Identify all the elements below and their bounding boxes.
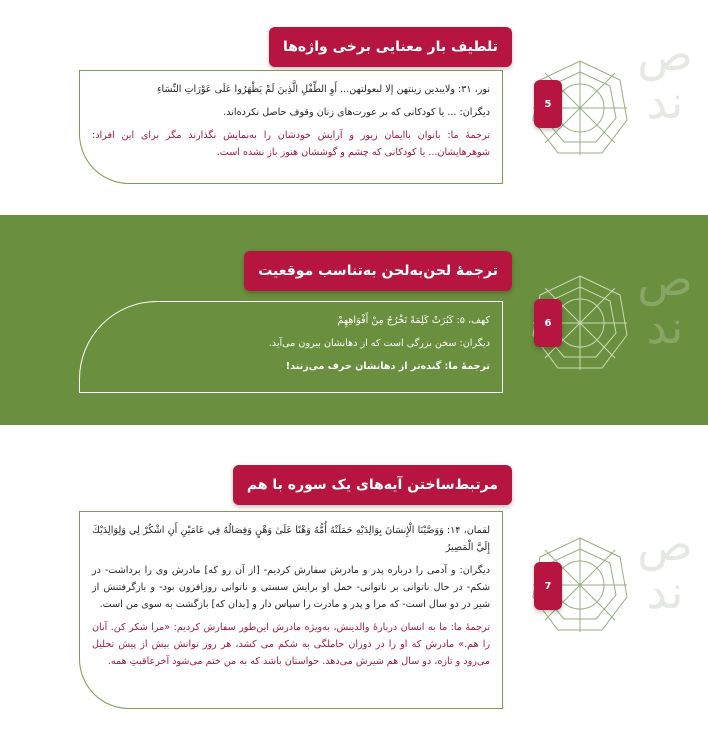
section-title: تلطیف بار معنایی برخی واژه‌ها bbox=[269, 27, 512, 67]
section-7 bbox=[0, 425, 708, 731]
others-translation: دیگران: سخن بزرگی است که از دهانشان بیرون می‌آید. bbox=[268, 338, 490, 349]
calligraphy-watermark-icon: ص ند bbox=[637, 252, 693, 354]
others-translation: دیگران: ... یا کودکانی که بر عورت‌های زنان وقوف حاصل نکرده‌اند. bbox=[223, 107, 490, 118]
calligraphy-watermark-icon: ص ند bbox=[637, 517, 693, 619]
our-translation: ترجمۀ ما: گنده‌تر از دهانشان حرف می‌زنند! bbox=[285, 361, 490, 372]
example-card bbox=[79, 301, 503, 393]
item-number-badge: 5 bbox=[534, 80, 562, 128]
verse-text: نور، ۳۱: ولایبدین زینتهن إلا لبعولتهن... أَوِ الطِّفْلِ الَّذِینَ لَمْ یَظْهَرُوا عَلَى عَوْرَاتِ النِّسَاءِ bbox=[157, 84, 490, 95]
verse-text: کهف، ۵: كَبُرَتْ كَلِمَةً تَخْرُجُ مِنْ أَفْوَاهِهِمْ bbox=[337, 315, 490, 326]
section-title: مرتبط‌ساختن آیه‌های یک سوره با هم bbox=[233, 465, 512, 505]
others-translation: دیگران: و آدمی را درباره پدر و مادرش سفارش کردیم- [از آن رو که] مادرش وی را برداشت- در شکم- در حال ناتوانی بر ناتوانی- حمل او برایش سستی و ناتوانی روزافزون بود- و بازگرفتنش از شیر در دو سال است- که مرا و پدر و مادرت را سپاس دار و [بدان که] بازگشت به سوی من است. bbox=[92, 565, 490, 610]
example-card bbox=[79, 70, 503, 184]
calligraphy-watermark-icon: ص ند bbox=[637, 27, 693, 129]
item-number-badge: 7 bbox=[534, 562, 562, 610]
our-translation: ترجمۀ ما: بانوان باایمان زیور و آرایش خودشان را به‌نمایش نگذارند مگر برای این افراد: شوهرهایشان... یا کودکانی که چشم و گوششان هنوز باز نشده است. bbox=[92, 130, 490, 158]
our-translation: ترجمۀ ما: ما به انسان دربارۀ والدینش، به‌ویژه مادرش این‌طور سفارش کردیم: «مرا شکر کن. آنان را هم.» مادرش که او را در دوران حاملگی به شکم می کشد، هر روز توانش بیش از پیش تحلیل می‌رود و تازه، دو سال هم شیرش می‌دهد. حواستان باشد که به من ختم می‌شود آخرعاقبتِ همه. bbox=[92, 622, 490, 667]
example-card bbox=[79, 511, 503, 709]
section-title: ترجمۀ لحن‌به‌لحن به‌تناسب موقعیت bbox=[244, 251, 512, 291]
section-6 bbox=[0, 215, 708, 425]
item-number-badge: 6 bbox=[534, 299, 562, 347]
section-5 bbox=[0, 0, 708, 215]
verse-text: لقمان، ۱۴: وَوَصَّيْنَا الْإِنسَانَ بِوَالِدَيْهِ حَمَلَتْهُ أُمُّهُ وَهْنًا عَلَىٰ وَهْنٍ وَفِصَالُهُ فِي عَامَيْنِ أَنِ اشْكُرْ لِي وَلِوَالِدَيْكَ إِلَيَّ الْمَصِيرُ bbox=[92, 525, 490, 553]
